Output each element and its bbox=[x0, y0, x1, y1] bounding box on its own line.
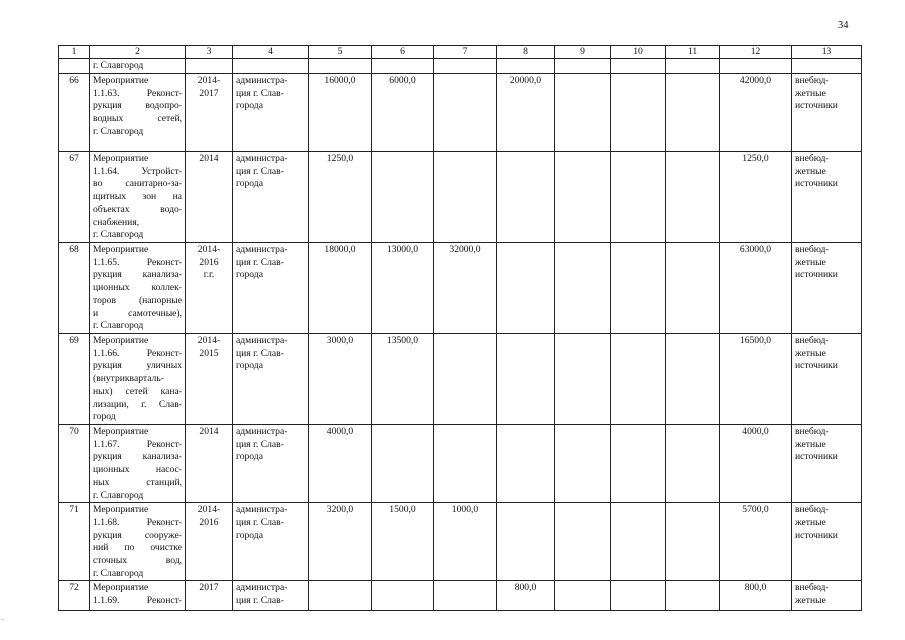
period-line: 2014- bbox=[197, 335, 221, 346]
column-header-5: 5 bbox=[309, 46, 372, 59]
amount-cell-6 bbox=[372, 152, 434, 243]
amount-cell-10 bbox=[611, 503, 666, 581]
column-header-3: 3 bbox=[186, 46, 233, 59]
executor-cell bbox=[233, 503, 309, 581]
activity-name-line: г. Славгород bbox=[93, 320, 144, 332]
executor-line: администра- bbox=[236, 426, 288, 437]
amount-cell-6: 13500,0 bbox=[372, 334, 434, 425]
executor-line: ция г. Слав- bbox=[236, 438, 284, 450]
executor-line: города bbox=[236, 360, 263, 372]
amount-cell-5: 1250,0 bbox=[309, 152, 372, 243]
activity-name-cell bbox=[90, 152, 186, 243]
table-row bbox=[59, 74, 862, 152]
column-header-12: 12 bbox=[720, 46, 792, 59]
activity-name-line: Мероприятие bbox=[93, 75, 149, 86]
amount-cell-9 bbox=[555, 74, 611, 152]
amount-cell-9 bbox=[555, 503, 611, 581]
amount-cell-8 bbox=[497, 243, 555, 334]
funding-source-line: внебюд- bbox=[795, 75, 829, 86]
activity-name-line: 1.1.66. Реконст- bbox=[93, 347, 182, 359]
executor-cell bbox=[233, 425, 309, 503]
amount-cell-12: 42000,0 bbox=[720, 74, 792, 152]
activity-name-line: сточных вод, bbox=[93, 555, 182, 567]
executor-line: ция г. Слав- bbox=[236, 516, 284, 528]
activity-name-line: Мероприятие bbox=[93, 582, 149, 594]
column-header-6: 6 bbox=[372, 46, 434, 59]
funding-source-line: внебюд- bbox=[795, 153, 829, 164]
amount-cell-7: 32000,0 bbox=[434, 243, 497, 334]
activity-name-line: щитных зон на bbox=[93, 191, 182, 203]
amount-cell-5: 3200,0 bbox=[309, 503, 372, 581]
period-cell bbox=[186, 334, 233, 425]
activity-name-line: 1.1.67. Реконст- bbox=[93, 438, 182, 450]
activity-name-line: рукция канализа- bbox=[93, 451, 182, 463]
budget-table bbox=[58, 45, 862, 611]
amount-cell-12: 63000,0 bbox=[720, 243, 792, 334]
activity-name-line: 1.1.69. Реконст- bbox=[93, 595, 182, 607]
funding-source-line: жетные bbox=[795, 595, 826, 607]
funding-source-cell bbox=[792, 503, 862, 581]
funding-source-line: источники bbox=[795, 451, 838, 463]
activity-name-line: водных сетей, bbox=[93, 113, 182, 125]
funding-source-line: источники bbox=[795, 269, 838, 281]
executor-line: города bbox=[236, 269, 263, 281]
amount-cell-6: 13000,0 bbox=[372, 243, 434, 334]
activity-name-line: рукция уличных bbox=[93, 360, 182, 372]
activity-name-line: ных) сетей кана- bbox=[93, 385, 182, 397]
amount-cell-7 bbox=[434, 334, 497, 425]
executor-line: администра- bbox=[236, 335, 288, 346]
amount-cell-5: 3000,0 bbox=[309, 334, 372, 425]
amount-cell-7: 1000,0 bbox=[434, 503, 497, 581]
amount-cell-5: 4000,0 bbox=[309, 425, 372, 503]
amount-cell-12: 4000,0 bbox=[720, 425, 792, 503]
column-header-4: 4 bbox=[233, 46, 309, 59]
activity-name-line: ний по очистке bbox=[93, 542, 182, 554]
period-cell bbox=[186, 152, 233, 243]
activity-name-line: (внутрикварталь- bbox=[93, 373, 164, 385]
amount-cell-10 bbox=[611, 243, 666, 334]
activity-name-line: город bbox=[93, 411, 116, 423]
funding-source-line: источники bbox=[795, 100, 838, 112]
executor-line: администра- bbox=[236, 582, 288, 594]
activity-name-line: г. Славгород bbox=[93, 489, 144, 501]
activity-name-line: 1.1.64. Устройст- bbox=[93, 165, 182, 177]
activity-name-line: ционных насос- bbox=[93, 464, 182, 476]
executor-line: администра- bbox=[236, 75, 288, 86]
amount-cell-7 bbox=[434, 152, 497, 243]
column-header-11: 11 bbox=[666, 46, 720, 59]
amount-cell-9 bbox=[555, 334, 611, 425]
funding-source-line: внебюд- bbox=[795, 244, 829, 255]
activity-name-line: рукция сооруже- bbox=[93, 529, 182, 541]
period-line: 2014- bbox=[197, 504, 221, 516]
funding-source-line: жетные bbox=[795, 438, 826, 450]
period-cell bbox=[186, 581, 233, 611]
funding-source-cell bbox=[792, 581, 862, 611]
column-header-1: 1 bbox=[59, 46, 90, 59]
amount-cell-7 bbox=[434, 425, 497, 503]
activity-name-line: торов (напорные bbox=[93, 294, 182, 306]
amount-cell-7 bbox=[434, 581, 497, 611]
period-line: г.г. bbox=[203, 269, 215, 281]
activity-name-cell bbox=[90, 243, 186, 334]
executor-line: администра- bbox=[236, 153, 288, 164]
column-header-9: 9 bbox=[555, 46, 611, 59]
table-row bbox=[59, 152, 862, 243]
funding-source-line: внебюд- bbox=[795, 335, 829, 346]
funding-source-cell bbox=[792, 152, 862, 243]
executor-line: ция г. Слав- bbox=[236, 256, 284, 268]
executor-line: ция г. Слав- bbox=[236, 595, 284, 607]
amount-cell-12: 1250,0 bbox=[720, 152, 792, 243]
activity-name-line: Мероприятие bbox=[93, 335, 149, 346]
amount-cell-10 bbox=[611, 425, 666, 503]
name-line: г. Славгород bbox=[93, 60, 144, 71]
activity-name-cell bbox=[90, 425, 186, 503]
funding-source-line: жетные bbox=[795, 256, 826, 268]
amount-cell-8: 20000,0 bbox=[497, 74, 555, 152]
amount-cell-9 bbox=[555, 425, 611, 503]
funding-source-cell bbox=[792, 334, 862, 425]
row-number-cell: 70 bbox=[59, 425, 90, 503]
activity-name-line: Мероприятие bbox=[93, 504, 149, 516]
executor-line: ция г. Слав- bbox=[236, 87, 284, 99]
amount-cell-8 bbox=[497, 334, 555, 425]
activity-name-line: рукция канализа- bbox=[93, 269, 182, 281]
period-cell bbox=[186, 243, 233, 334]
amount-cell-9 bbox=[555, 581, 611, 611]
amount-cell-5: 16000,0 bbox=[309, 74, 372, 152]
executor-line: города bbox=[236, 100, 263, 112]
row-number-cell: 71 bbox=[59, 503, 90, 581]
activity-name-line: во санитарно-за- bbox=[93, 178, 182, 190]
table-row bbox=[59, 425, 862, 503]
period-cell bbox=[186, 425, 233, 503]
table-row bbox=[59, 243, 862, 334]
executor-line: администра- bbox=[236, 244, 288, 255]
funding-source-line: внебюд- bbox=[795, 504, 829, 516]
amount-cell-11 bbox=[666, 334, 720, 425]
row-number-cell: 66 bbox=[59, 74, 90, 152]
funding-source-cell bbox=[792, 243, 862, 334]
funding-source-line: источники bbox=[795, 529, 838, 541]
amount-cell-8: 800,0 bbox=[497, 581, 555, 611]
row-number-cell: 69 bbox=[59, 334, 90, 425]
activity-name-cell bbox=[90, 334, 186, 425]
amount-cell-11 bbox=[666, 243, 720, 334]
period-line: 2014- bbox=[197, 75, 221, 86]
amount-cell-11 bbox=[666, 74, 720, 152]
continued-name-cell bbox=[90, 59, 186, 74]
funding-source-line: источники bbox=[795, 178, 838, 190]
activity-name-line: Мероприятие bbox=[93, 153, 149, 164]
amount-cell-5: 18000,0 bbox=[309, 243, 372, 334]
amount-cell-12: 800,0 bbox=[720, 581, 792, 611]
executor-cell bbox=[233, 581, 309, 611]
amount-cell-6: 6000,0 bbox=[372, 74, 434, 152]
period-line: 2017 bbox=[199, 87, 219, 99]
executor-cell bbox=[233, 152, 309, 243]
amount-cell-10 bbox=[611, 334, 666, 425]
activity-name-line: Мероприятие bbox=[93, 244, 149, 255]
activity-name-line: и самотечные), bbox=[93, 307, 182, 319]
table-row bbox=[59, 334, 862, 425]
column-header-13: 13 bbox=[792, 46, 862, 59]
amount-cell-11 bbox=[666, 152, 720, 243]
amount-cell-6: 1500,0 bbox=[372, 503, 434, 581]
funding-source-line: жетные bbox=[795, 347, 826, 359]
activity-name-line: объектах водо- bbox=[93, 203, 182, 215]
amount-cell-11 bbox=[666, 581, 720, 611]
activity-name-line: г. Славгород bbox=[93, 567, 144, 579]
activity-name-line: г. Славгород bbox=[93, 125, 144, 137]
period-line: 2016 bbox=[199, 256, 219, 268]
executor-cell bbox=[233, 334, 309, 425]
activity-name-line: Мероприятие bbox=[93, 426, 149, 437]
funding-source-line: жетные bbox=[795, 87, 826, 99]
executor-line: ция г. Слав- bbox=[236, 165, 284, 177]
activity-name-cell bbox=[90, 503, 186, 581]
activity-name-line: ных станций, bbox=[93, 476, 182, 488]
row-number-cell: 72 bbox=[59, 581, 90, 611]
period-line: 2014- bbox=[197, 244, 221, 255]
activity-name-line: 1.1.63. Реконст- bbox=[93, 87, 182, 99]
activity-name-line: рукция водопро- bbox=[93, 100, 182, 112]
page-number: 34 bbox=[838, 20, 849, 31]
executor-line: города bbox=[236, 451, 263, 463]
row-number-cell: 68 bbox=[59, 243, 90, 334]
column-header-10: 10 bbox=[611, 46, 666, 59]
funding-source-cell bbox=[792, 425, 862, 503]
executor-line: ция г. Слав- bbox=[236, 347, 284, 359]
table-row bbox=[59, 503, 862, 581]
activity-name-line: ционных коллек- bbox=[93, 282, 182, 294]
table-body bbox=[59, 46, 862, 611]
activity-name-line: снабжения, bbox=[93, 216, 140, 228]
amount-cell-8 bbox=[497, 425, 555, 503]
amount-cell-10 bbox=[611, 74, 666, 152]
period-line: 2015 bbox=[199, 347, 219, 359]
activity-name-line: лизации, г. Слав- bbox=[93, 398, 182, 410]
margin-mark: . bbox=[2, 612, 5, 622]
continuation-row bbox=[59, 59, 862, 74]
funding-source-line: жетные bbox=[795, 516, 826, 528]
funding-source-line: внебюд- bbox=[795, 582, 829, 594]
funding-source-line: источники bbox=[795, 360, 838, 372]
column-header-7: 7 bbox=[434, 46, 497, 59]
row-number-cell: 67 bbox=[59, 152, 90, 243]
column-header-2: 2 bbox=[90, 46, 186, 59]
column-header-8: 8 bbox=[497, 46, 555, 59]
executor-cell bbox=[233, 243, 309, 334]
column-number-header-row bbox=[59, 46, 862, 59]
activity-name-cell bbox=[90, 581, 186, 611]
funding-source-line: жетные bbox=[795, 165, 826, 177]
amount-cell-10 bbox=[611, 152, 666, 243]
period-line: 2016 bbox=[199, 516, 219, 528]
amount-cell-8 bbox=[497, 152, 555, 243]
amount-cell-12: 16500,0 bbox=[720, 334, 792, 425]
amount-cell-7 bbox=[434, 74, 497, 152]
table-row bbox=[59, 581, 862, 611]
amount-cell-9 bbox=[555, 152, 611, 243]
period-cell bbox=[186, 74, 233, 152]
activity-name-line: г. Славгород bbox=[93, 229, 144, 241]
period-line: 2017 bbox=[199, 582, 219, 594]
amount-cell-11 bbox=[666, 503, 720, 581]
activity-name-cell bbox=[90, 74, 186, 152]
amount-cell-8 bbox=[497, 503, 555, 581]
executor-line: администра- bbox=[236, 504, 288, 516]
executor-line: города bbox=[236, 529, 263, 541]
cell-num bbox=[59, 59, 90, 74]
activity-name-line: 1.1.68. Реконст- bbox=[93, 516, 182, 528]
amount-cell-11 bbox=[666, 425, 720, 503]
funding-source-line: внебюд- bbox=[795, 426, 829, 437]
amount-cell-12: 5700,0 bbox=[720, 503, 792, 581]
period-cell bbox=[186, 503, 233, 581]
activity-name-line: 1.1.65. Реконст- bbox=[93, 256, 182, 268]
funding-source-cell bbox=[792, 74, 862, 152]
period-line: 2014 bbox=[199, 426, 219, 437]
executor-line: города bbox=[236, 178, 263, 190]
period-line: 2014 bbox=[199, 153, 219, 164]
executor-cell bbox=[233, 74, 309, 152]
amount-cell-9 bbox=[555, 243, 611, 334]
amount-cell-5 bbox=[309, 581, 372, 611]
amount-cell-10 bbox=[611, 581, 666, 611]
amount-cell-6 bbox=[372, 425, 434, 503]
amount-cell-6 bbox=[372, 581, 434, 611]
